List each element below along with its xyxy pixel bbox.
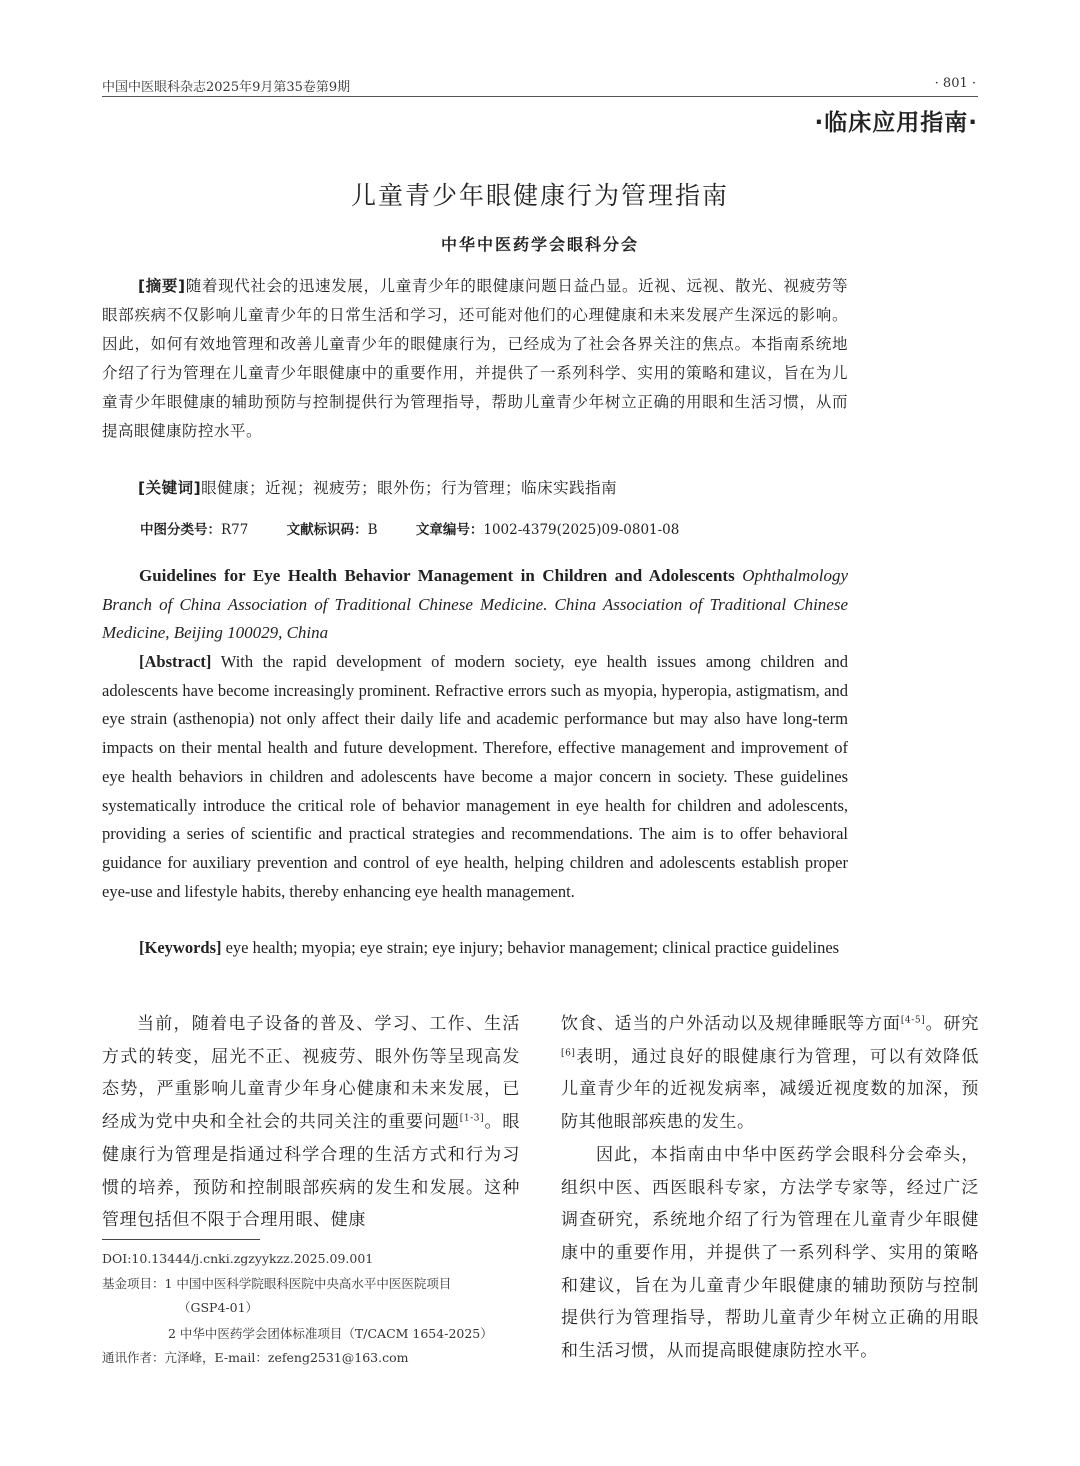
abstract-text: 随着现代社会的迅速发展，儿童青少年的眼健康问题日益凸显。近视、远视、散光、视疲劳等眼部疾病不仅影响儿童青少年的日常生活和学习，还可能对他们的心理健康和未来发展产生深远的影响。因此，如何有效地管理和改善儿童青少年的眼健康行为，已经成为了社会各界关注的焦点。本指南系统地介绍了行为管理在儿童青少年眼健康中的重要作用，并提供了一系列科学、实用的策略和建议，旨在为儿童青少年眼健康的辅助预防与控制提供行为管理指导，帮助儿童青少年树立正确的用眼和生活习惯，从而提高眼健康防控水平。 bbox=[102, 277, 848, 440]
citation: [6] bbox=[561, 1048, 576, 1059]
english-title: Guidelines for Eye Health Behavior Management in Children and Adolescents bbox=[139, 566, 735, 585]
footnote-corresponding-author: 通讯作者：亢泽峰，E-mail：zefeng2531@163.com bbox=[102, 1350, 409, 1365]
article-value: 1002-4379(2025)09-0801-08 bbox=[483, 522, 680, 538]
footnote-fund-1: 基金项目：1 中国中医科学院眼科医院中央高水平中医医院项目 bbox=[102, 1276, 452, 1291]
article-label: 文章编号： bbox=[415, 522, 484, 538]
doc-label: 文献标识码： bbox=[286, 522, 368, 538]
english-keywords-text: eye health; myopia; eye strain; eye injury; behavior management; clinical practice guidelines bbox=[225, 938, 840, 957]
classification-line bbox=[140, 518, 713, 538]
english-keywords-label: [Keywords] bbox=[139, 938, 222, 957]
body-text: 饮食、适当的户外活动以及规律睡眠等方面 bbox=[561, 1014, 901, 1034]
english-abstract bbox=[102, 648, 848, 906]
clc-label: 中图分类号： bbox=[140, 522, 221, 538]
clc-number bbox=[140, 522, 248, 538]
body-text: 当前，随着电子设备的普及、学习、工作、生活方式的转变，屈光不正、视疲劳、眼外伤等呈现高发态势，严重影响儿童青少年身心健康和未来发展，已经成为党中央和全社会的共同关注的重要问题 bbox=[102, 1014, 520, 1133]
header-divider bbox=[102, 96, 978, 97]
keywords-text: 眼健康；近视；视疲劳；眼外伤；行为管理；临床实践指南 bbox=[201, 479, 618, 497]
body-text: 。眼健康行为管理是指通过科学合理的生活方式和行为习惯的培养，预防和控制眼部疾病的发生和发展。这种管理包括但不限于合理用眼、健康 bbox=[102, 1112, 521, 1231]
article-number bbox=[416, 522, 680, 538]
footnote-divider bbox=[102, 1239, 260, 1240]
english-affiliation: Ophthalmology Branch of China Association of Traditional Chinese Medicine. China Association of Traditional Chinese Medicine, Beijing 100029, China bbox=[102, 566, 849, 642]
abstract-label: [摘要] bbox=[138, 277, 186, 295]
english-keywords bbox=[102, 934, 848, 963]
body-left-column bbox=[102, 1008, 520, 1237]
author-line: 中华中医药学会眼科分会 bbox=[440, 235, 639, 254]
footnote-doi: DOI:10.13444/j.cnki.zgzyykzz.2025.09.001 bbox=[102, 1251, 374, 1266]
citation: [1-3] bbox=[459, 1113, 485, 1124]
english-abstract-label: [Abstract] bbox=[139, 652, 212, 671]
keywords-label: [关键词] bbox=[138, 479, 202, 497]
body-text: 。研究 bbox=[925, 1014, 979, 1034]
running-head: 中国中医眼科杂志2025年9月第35卷第9期 bbox=[102, 80, 351, 95]
section-tag: ·临床应用指南· bbox=[814, 110, 978, 136]
document-code bbox=[287, 522, 378, 538]
english-title-block bbox=[102, 562, 848, 648]
clc-value: R77 bbox=[221, 522, 249, 538]
body-text: 表明，通过良好的眼健康行为管理，可以有效降低儿童青少年的近视发病率，减缓近视度数的加深，预防其他眼部疾患的发生。 bbox=[561, 1046, 979, 1133]
body-paragraph: 因此，本指南由中华中医药学会眼科分会牵头，组织中医、西医眼科专家，方法学专家等，经过广泛调查研究，系统地介绍了行为管理在儿童青少年眼健康中的重要作用，并提供了一系列科学、实用的策略和建议，旨在为儿童青少年眼健康的辅助预防与控制提供行为管理指导，帮助儿童青少年树立正确的用眼和生活习惯，从而提高眼健康防控水平。 bbox=[561, 1144, 979, 1362]
footnote-fund-2: 2 中华中医药学会团体标准项目（T/CACM 1654-2025） bbox=[168, 1326, 493, 1341]
footnote-fund-1-cont: （GSP4-01） bbox=[178, 1300, 259, 1315]
doc-value: B bbox=[367, 522, 378, 538]
body-paragraph bbox=[561, 1008, 979, 1139]
citation: [4-5] bbox=[900, 1015, 926, 1026]
chinese-abstract bbox=[102, 272, 848, 446]
page-title: 儿童青少年眼健康行为管理指南 bbox=[350, 181, 729, 210]
page-number: · 801 · bbox=[934, 76, 976, 91]
body-right-column bbox=[561, 1008, 979, 1368]
english-abstract-text: With the rapid development of modern society, eye health issues among children and adolescents have become increasingly prominent. Refractive errors such as myopia, hyperopia, astigmatism, and eye strain (asthenopia) not only affect their daily life and academic performance but may also have long-term impacts on their mental health and future development. Therefore, effective management and improvement of eye health behaviors in children and adolescents have become a major concern in society. These guidelines systematically introduce the critical role of behavior management in eye health for children and adolescents, providing a series of scientific and practical strategies and recommendations. The aim is to offer behavioral guidance for auxiliary prevention and control of eye health, helping children and adolescents establish proper eye-use and lifestyle habits, thereby enhancing eye health management. bbox=[102, 652, 848, 901]
chinese-keywords bbox=[138, 476, 617, 498]
